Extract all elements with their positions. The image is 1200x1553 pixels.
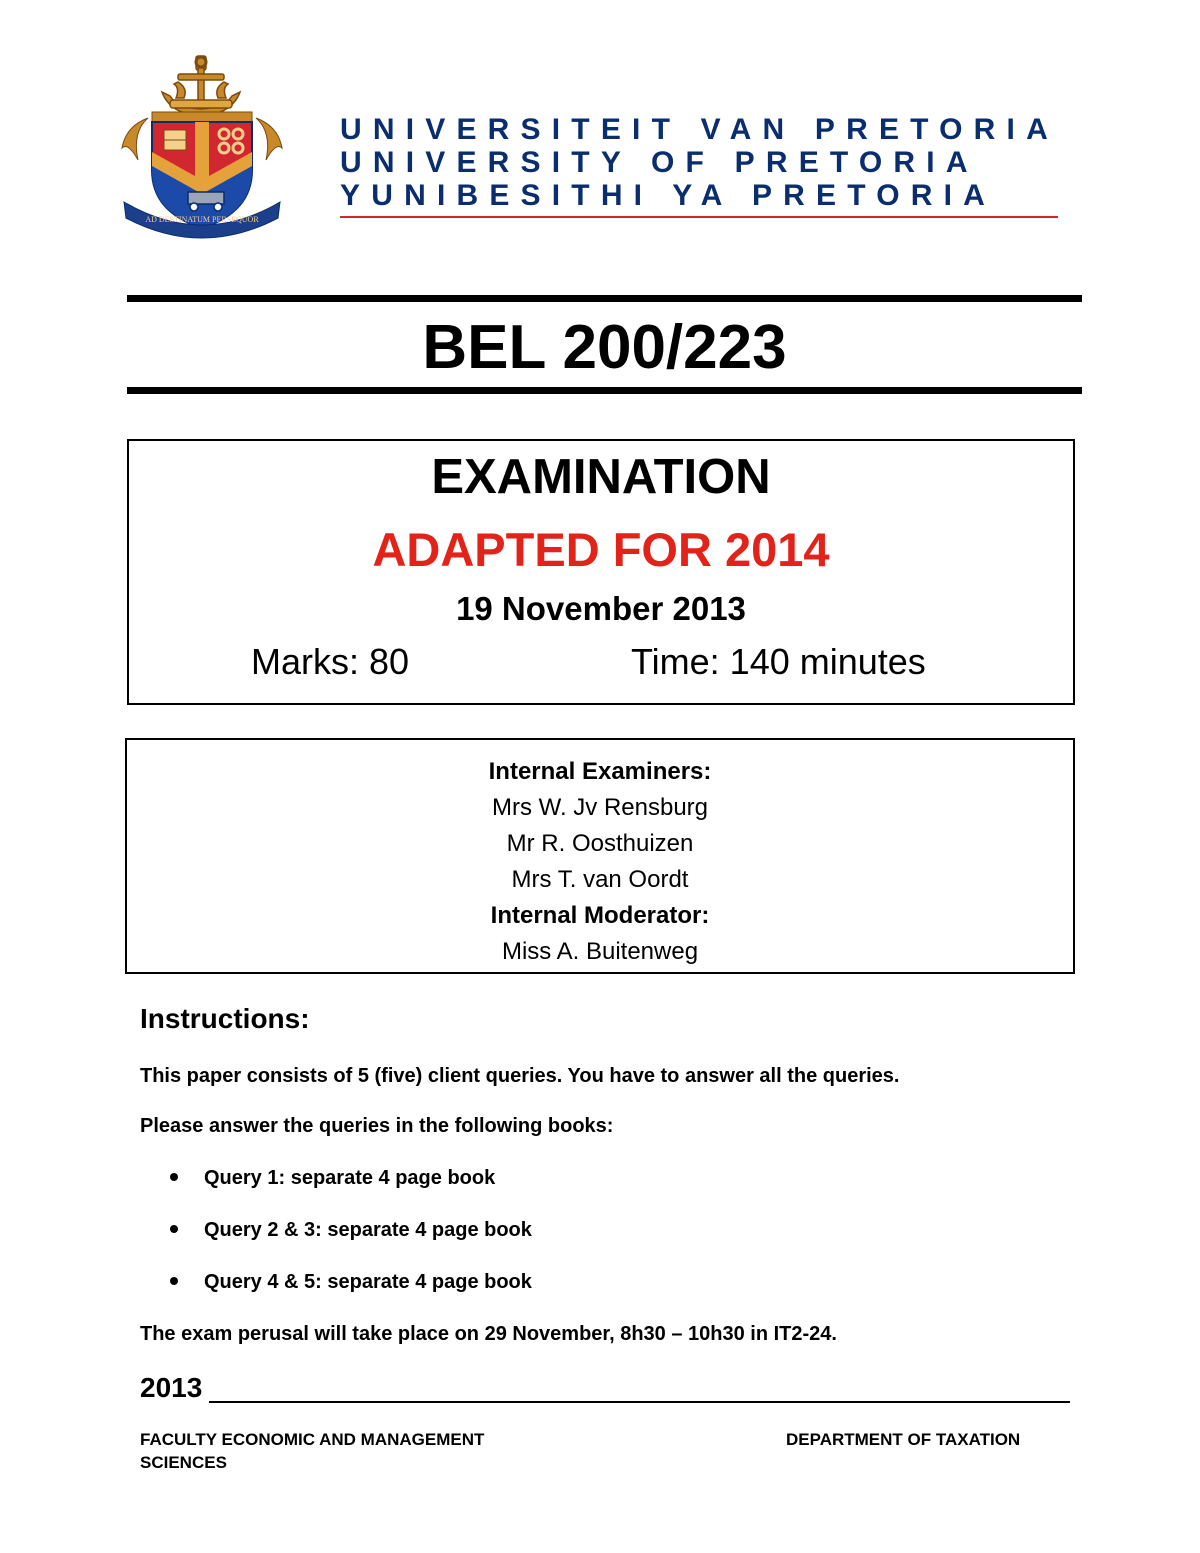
examiner-name: Mrs W. Jv Rensburg — [491, 794, 709, 821]
list-item — [170, 1165, 495, 1191]
course-code-bottom-rule — [127, 387, 1082, 394]
course-code-top-rule — [127, 295, 1082, 302]
instructions-books-intro: Please answer the queries in the following books: — [140, 1115, 614, 1137]
university-name-english: UNIVERSITY OF PRETORIA — [340, 146, 979, 179]
moderator-name: Miss A. Buitenweg — [501, 938, 699, 965]
book-instruction: Query 2 & 3: separate 4 page book — [204, 1219, 532, 1241]
perusal-notice: The exam perusal will take place on 29 November, 8h30 – 10h30 in IT2-24. — [140, 1323, 837, 1345]
footer-faculty: FACULTY ECONOMIC AND MANAGEMENT SCIENCES — [140, 1430, 485, 1472]
anchor-icon — [162, 56, 240, 116]
footer-rule — [209, 1401, 1070, 1403]
course-code: BEL 200/223 — [422, 313, 787, 382]
list-item — [170, 1217, 532, 1243]
university-name-afrikaans: UNIVERSITEIT VAN PRETORIA — [340, 113, 1059, 146]
exam-time: Time: 140 minutes — [631, 641, 926, 682]
bullet-icon — [170, 1173, 178, 1181]
book-instruction: Query 4 & 5: separate 4 page book — [204, 1271, 532, 1293]
examiner-name: Mrs T. van Oordt — [511, 866, 689, 893]
bullet-icon — [170, 1225, 178, 1233]
footer-department: DEPARTMENT OF TAXATION — [786, 1430, 1021, 1449]
examiner-name: Mr R. Oosthuizen — [506, 830, 694, 857]
university-name-sepedi: YUNIBESITHI YA PRETORIA — [340, 179, 997, 212]
book-instruction: Query 1: separate 4 page book — [204, 1167, 496, 1189]
exam-marks: Marks: 80 — [251, 641, 410, 682]
list-item — [170, 1269, 532, 1295]
footer-year: 2013 — [140, 1372, 203, 1403]
internal-moderator-heading: Internal Moderator: — [490, 902, 710, 929]
exam-info-box — [127, 439, 1075, 705]
university-crest-logo — [118, 52, 286, 242]
exam-title: EXAMINATION — [431, 450, 771, 504]
examiners-box — [125, 738, 1075, 974]
header-red-rule — [340, 216, 1058, 218]
crest-motto: AD DESTINATUM PERSEQUOR — [145, 215, 259, 224]
bullet-icon — [170, 1277, 178, 1285]
instructions-heading: Instructions: — [140, 1003, 310, 1034]
university-names — [340, 113, 1060, 212]
exam-date: 19 November 2013 — [456, 590, 746, 627]
instructions-intro: This paper consists of 5 (five) client queries. You have to answer all the queries. — [140, 1065, 900, 1087]
internal-examiners-heading: Internal Examiners: — [488, 758, 712, 785]
adapted-notice: ADAPTED FOR 2014 — [372, 523, 830, 576]
